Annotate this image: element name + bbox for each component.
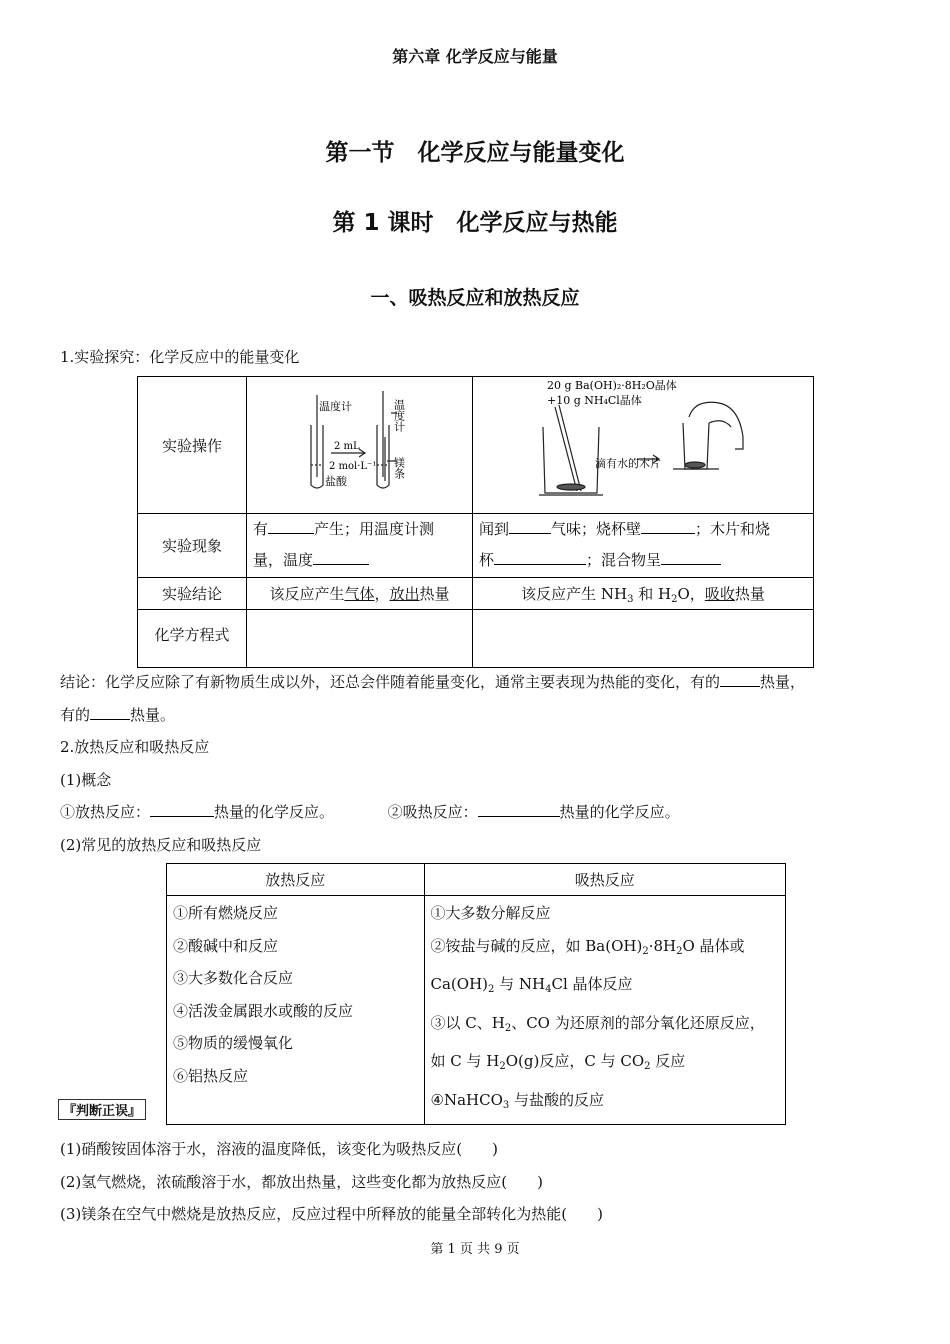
exo-list [167, 896, 425, 1125]
phenomenon-mg [247, 514, 473, 578]
concl1-gas: 气体 [344, 585, 375, 603]
row-label-phenomenon: 实验现象 [138, 514, 247, 578]
judge-item-2: (2)氢气燃烧，浓硫酸溶于水，都放出热量，这些变化都为放热反应( ) [60, 1173, 543, 1191]
fig1-mg-label: 镁条 [392, 457, 406, 479]
exo-def-a: ①放热反应： [60, 803, 151, 821]
fig1-conc: 2 mol·L⁻¹ [329, 461, 377, 472]
blank[interactable] [641, 519, 695, 534]
conclusion-text-c: 有的 [60, 706, 91, 724]
conclusion-text-a: 结论：化学反应除了有新物质生成以外，还总会伴随着能量变化，通常主要表现为热能的变化，有的 [60, 673, 721, 691]
exo-item: ③大多数化合反应 [173, 969, 294, 988]
row-label-operation: 实验操作 [138, 377, 247, 514]
experiment-heading: 1.实验探究：化学反应中的能量变化 [60, 348, 300, 366]
fig2-board: 滴有水的木片 [594, 457, 661, 470]
figure-mg-acid [247, 377, 473, 514]
col-header-exo: 放热反应 [167, 864, 425, 896]
blank[interactable] [268, 519, 314, 534]
sec2-common: (2)常见的放热反应和吸热反应 [60, 836, 262, 854]
judge-tag [58, 1099, 146, 1120]
phen2-text-d: 杯 [478, 551, 494, 569]
phenomenon-ba [472, 514, 813, 578]
exo-item: ①所有燃烧反应 [173, 904, 279, 922]
conclusion-line-2 [60, 704, 175, 725]
fig1-thermo-label-2: 温度计 [392, 399, 406, 432]
conclusion-text-b: 热量， [760, 673, 806, 691]
exo-item: ④活泼金属跟水或酸的反应 [173, 1001, 354, 1020]
judge-item-3: (3)镁条在空气中燃烧是放热反应，反应过程中所释放的能量全部转化为热能( ) [60, 1205, 603, 1223]
endo-item: $Ca(OH)_2$ 与 $NH_4Cl$ 晶体反应 [430, 975, 633, 996]
fig1-acid: 盐酸 [325, 475, 347, 488]
conclusion-mg [247, 578, 473, 610]
blank[interactable] [720, 672, 760, 687]
blank[interactable] [478, 802, 560, 817]
exo-item: ②酸碱中和反应 [173, 936, 279, 955]
endo-item: ④NaHCO$_3$ 与盐酸的反应 [430, 1090, 605, 1111]
exo-def-b: 热量的化学反应。 [214, 803, 335, 821]
concl2-abs: 吸收 [704, 584, 735, 603]
page-footer: 第 1 页 共 9 页 [430, 1242, 520, 1257]
endo-item: ①大多数分解反应 [430, 904, 551, 922]
exo-item: ⑤物质的缓慢氧化 [173, 1034, 294, 1053]
sec2-concept: (1)概念 [60, 771, 112, 789]
figure-baoh2-nh4cl [472, 377, 813, 514]
experiment-table [137, 376, 814, 668]
concl2-b: 和 H [633, 584, 672, 603]
concl2-c: O， [677, 584, 705, 603]
concl1-a: 该反应产生 [269, 585, 345, 603]
col-header-endo: 吸热反应 [424, 864, 786, 896]
lesson-title: 第 1 课时 化学反应与热能 [332, 210, 618, 236]
concl2-a: 该反应产生 NH [521, 584, 628, 603]
equation-cell-ba[interactable] [472, 610, 813, 668]
conclusion-ba [472, 578, 813, 610]
blank[interactable] [509, 519, 551, 534]
blank[interactable] [661, 550, 721, 565]
endo-def-b: 热量的化学反应。 [559, 803, 680, 821]
endo-item: ③以 C、$H_2$、CO 为还原剂的部分氧化还原反应， [430, 1013, 765, 1034]
phen2-text-c: ；木片和烧 [695, 520, 771, 538]
concl1-sep: ， [374, 585, 390, 603]
concl1-out: 放出 [389, 585, 420, 603]
phen2-text-e: ；混合物呈 [586, 551, 662, 569]
sec2-heading: 2.放热反应和吸热反应 [60, 738, 210, 756]
concl2-heat: 热量 [734, 584, 765, 603]
endo-item: 如 C 与 $H_2O(g)$反应，C 与 $CO_2$ 反应 [430, 1052, 686, 1073]
conclusion-line-1 [60, 671, 805, 692]
endo-def-a: ②吸热反应： [387, 803, 478, 821]
concl2-sub3: 3 [627, 593, 634, 605]
phen2-text-a: 闻到 [478, 520, 509, 538]
exo-item: ⑥铝热反应 [173, 1066, 249, 1085]
phen2-text-b: 气味；烧杯壁 [551, 520, 642, 538]
sec2-defs [60, 801, 680, 822]
blank[interactable] [494, 550, 586, 565]
phen1-text-a: 有 [253, 520, 269, 538]
phen1-text-b: 产生；用温度计测 [314, 520, 435, 538]
fig2-line1: 20 g Ba(OH)₂·8H₂O晶体 [546, 379, 677, 392]
fig1-amount: 2 mL [334, 441, 360, 452]
fig1-thermo-label: 温度计 [319, 400, 352, 413]
phen1-text-c: 量，温度 [253, 551, 314, 569]
row-label-conclusion: 实验结论 [138, 578, 247, 610]
conclusion-text-d: 热量。 [130, 706, 176, 724]
reaction-table [166, 863, 786, 1125]
blank[interactable] [150, 802, 214, 817]
concl2-sub2: 2 [671, 593, 678, 605]
equation-cell-mg[interactable] [247, 610, 473, 668]
endo-item: ②铵盐与碱的反应，如 $Ba(OH)_2\cdot 8H_2O$ 晶体或 [430, 936, 745, 957]
judge-item-1: (1)硝酸铵固体溶于水，溶液的温度降低，该变化为吸热反应( ) [60, 1140, 498, 1158]
judge-tag-label: 『判断正误』 [58, 1099, 146, 1120]
fig2-line2: +10 g NH₄Cl晶体 [546, 394, 642, 407]
endo-list [424, 896, 786, 1125]
section-title: 第一节 化学反应与能量变化 [325, 140, 625, 166]
row-label-equation: 化学方程式 [138, 610, 247, 668]
blank[interactable] [90, 705, 130, 720]
part-title: 一、吸热反应和放热反应 [370, 287, 580, 309]
blank[interactable] [313, 550, 369, 565]
chapter-header: 第六章 化学反应与能量 [392, 47, 558, 66]
concl1-heat: 热量 [419, 585, 450, 603]
